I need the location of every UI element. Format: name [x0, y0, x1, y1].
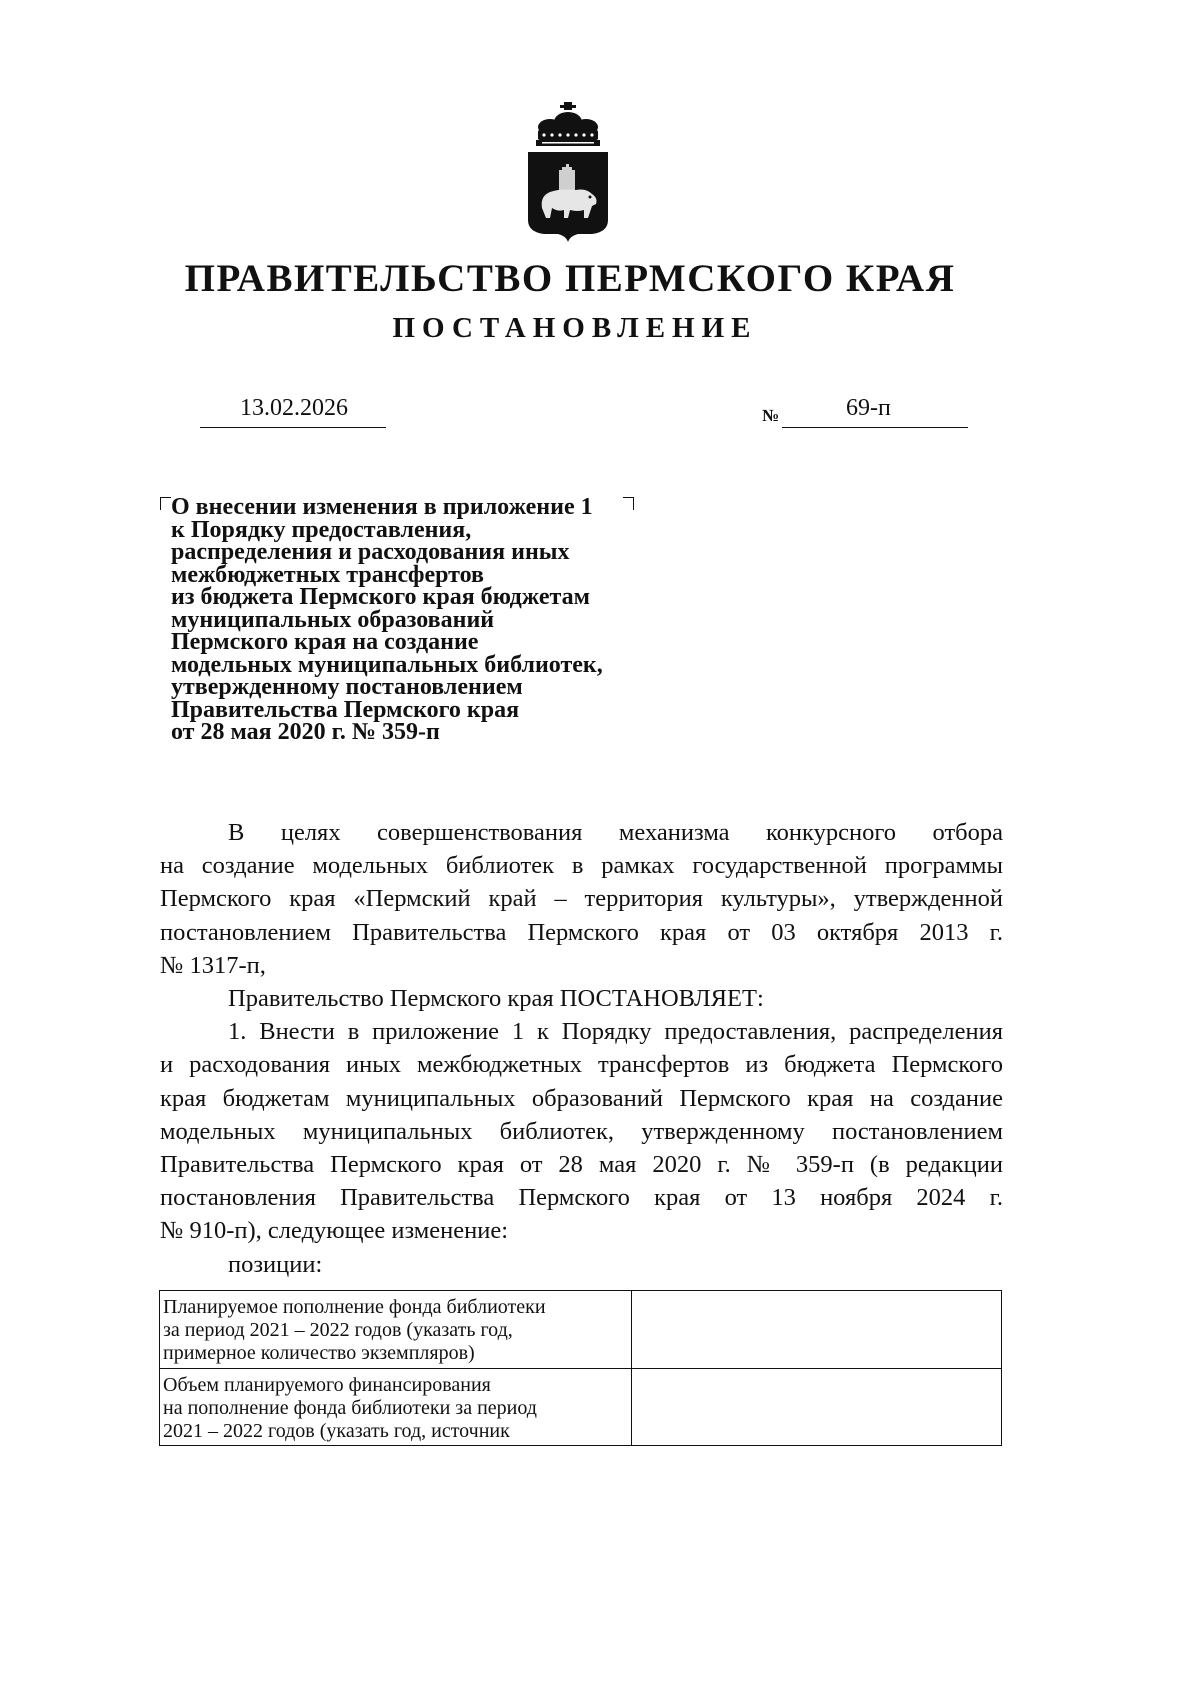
perm-krai-coat-of-arms-icon — [522, 100, 614, 242]
cell-line: на пополнение фонда библиотеки за период — [163, 1397, 537, 1419]
cell-line: Планируемое пополнение фонда библиотеки — [163, 1296, 546, 1318]
subject-line: О внесении изменения в приложение 1 — [171, 494, 593, 520]
subject-line: межбюджетных трансфертов — [171, 561, 485, 588]
subject-corner-left — [160, 497, 171, 510]
cell-line: примерное количество экземпляров) — [163, 1342, 475, 1364]
body-line: № 1317-п, — [160, 951, 266, 979]
body-line: края бюджетам муниципальных образований Пермского края на создание — [160, 1084, 1003, 1112]
document-date: 13.02.2026 — [240, 395, 348, 421]
body-line: Правительства Пермского края от 28 мая 2020 г. № 359-п (в редакции — [160, 1151, 1003, 1179]
body-line: постановления Правительства Пермского края от 13 ноября 2024 г. — [160, 1184, 1003, 1212]
body-line: В целях совершенствования механизма конкурсного отбора — [228, 819, 1003, 846]
subject-line: утвержденному постановлением — [171, 674, 523, 700]
subject-line: Пермского края на создание — [171, 629, 479, 655]
body-line: постановлением Правительства Пермского края от 03 октября 2013 г. — [160, 918, 1003, 946]
positions-table — [159, 1290, 1002, 1446]
preamble-paragraph — [160, 816, 1003, 982]
organization-title: ПРАВИТЕЛЬСТВО ПЕРМСКОГО КРАЯ — [184, 257, 956, 300]
cell-line: 2021 – 2022 годов (указать год, источник — [163, 1420, 510, 1442]
table-cell-label — [160, 1369, 632, 1446]
body-line: на создание модельных библиотек в рамках государственной программы — [160, 852, 1003, 880]
table-cell-label — [160, 1291, 632, 1369]
body-line: № 910-п), следующее изменение: — [160, 1217, 509, 1245]
subject-line: муниципальных образований — [171, 606, 495, 633]
number-field — [782, 393, 968, 428]
body-line: и расходования иных межбюджетных трансфертов из бюджета Пермского — [160, 1051, 1003, 1079]
table-cell-value — [632, 1291, 1002, 1369]
cell-line: за период 2021 – 2022 годов (указать год, — [163, 1319, 513, 1341]
table-row — [160, 1291, 1002, 1369]
subject-line: Правительства Пермского края — [171, 696, 520, 723]
document-body — [160, 816, 1003, 1281]
body-line: Пермского края «Пермский край – территория культуры», утвержденной — [160, 885, 1003, 913]
table-row — [160, 1369, 1002, 1446]
subject-line: распределения и расходования иных — [171, 539, 570, 565]
number-sign: № — [762, 406, 780, 425]
positions-label: позиции: — [228, 1250, 323, 1278]
subject-line: из бюджета Пермского края бюджетам — [171, 584, 590, 610]
clause-1-paragraph — [160, 1015, 1003, 1247]
subject-line: модельных муниципальных библиотек, — [171, 651, 603, 678]
subject-line: к Порядку предоставления, — [171, 516, 472, 543]
document-subject — [171, 496, 651, 744]
resolution-paragraph: Правительство Пермского края ПОСТАНОВЛЯЕТ: — [228, 985, 764, 1013]
document-type: ПОСТАНОВЛЕНИЕ — [392, 312, 758, 344]
table-cell-value — [632, 1369, 1002, 1446]
date-field — [200, 393, 386, 428]
body-line: модельных муниципальных библиотек, утвержденному постановлением — [160, 1117, 1003, 1145]
cell-line: Объем планируемого финансирования — [163, 1374, 491, 1396]
body-line: 1. Внести в приложение 1 к Порядку предоставления, распределения — [228, 1018, 1003, 1046]
subject-line: от 28 мая 2020 г. № 359-п — [171, 719, 440, 745]
document-number: 69-п — [846, 395, 891, 421]
